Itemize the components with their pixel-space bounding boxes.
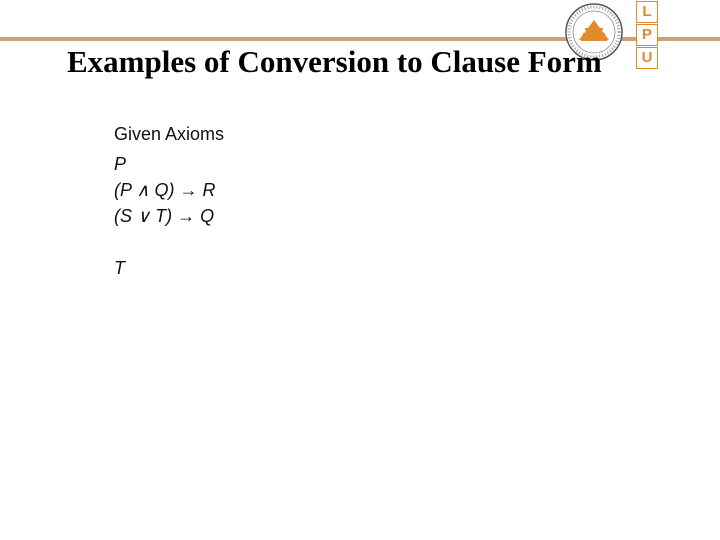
axiom-item: (S ∨ T) → Q: [114, 206, 215, 226]
axiom-item: (P ∧ Q) → R: [114, 180, 216, 200]
logo-letter-p: P: [636, 24, 658, 46]
axiom-item: T: [114, 258, 125, 278]
axioms-block: [114, 124, 224, 281]
axioms-heading: Given Axioms: [114, 124, 225, 144]
logo-letter-u: U: [636, 47, 658, 69]
logo-letter-l: L: [636, 1, 658, 23]
university-letters-logo: [636, 1, 658, 69]
slide-title: Examples of Conversion to Clause Form: [67, 44, 602, 79]
axiom-item: P: [114, 154, 127, 174]
